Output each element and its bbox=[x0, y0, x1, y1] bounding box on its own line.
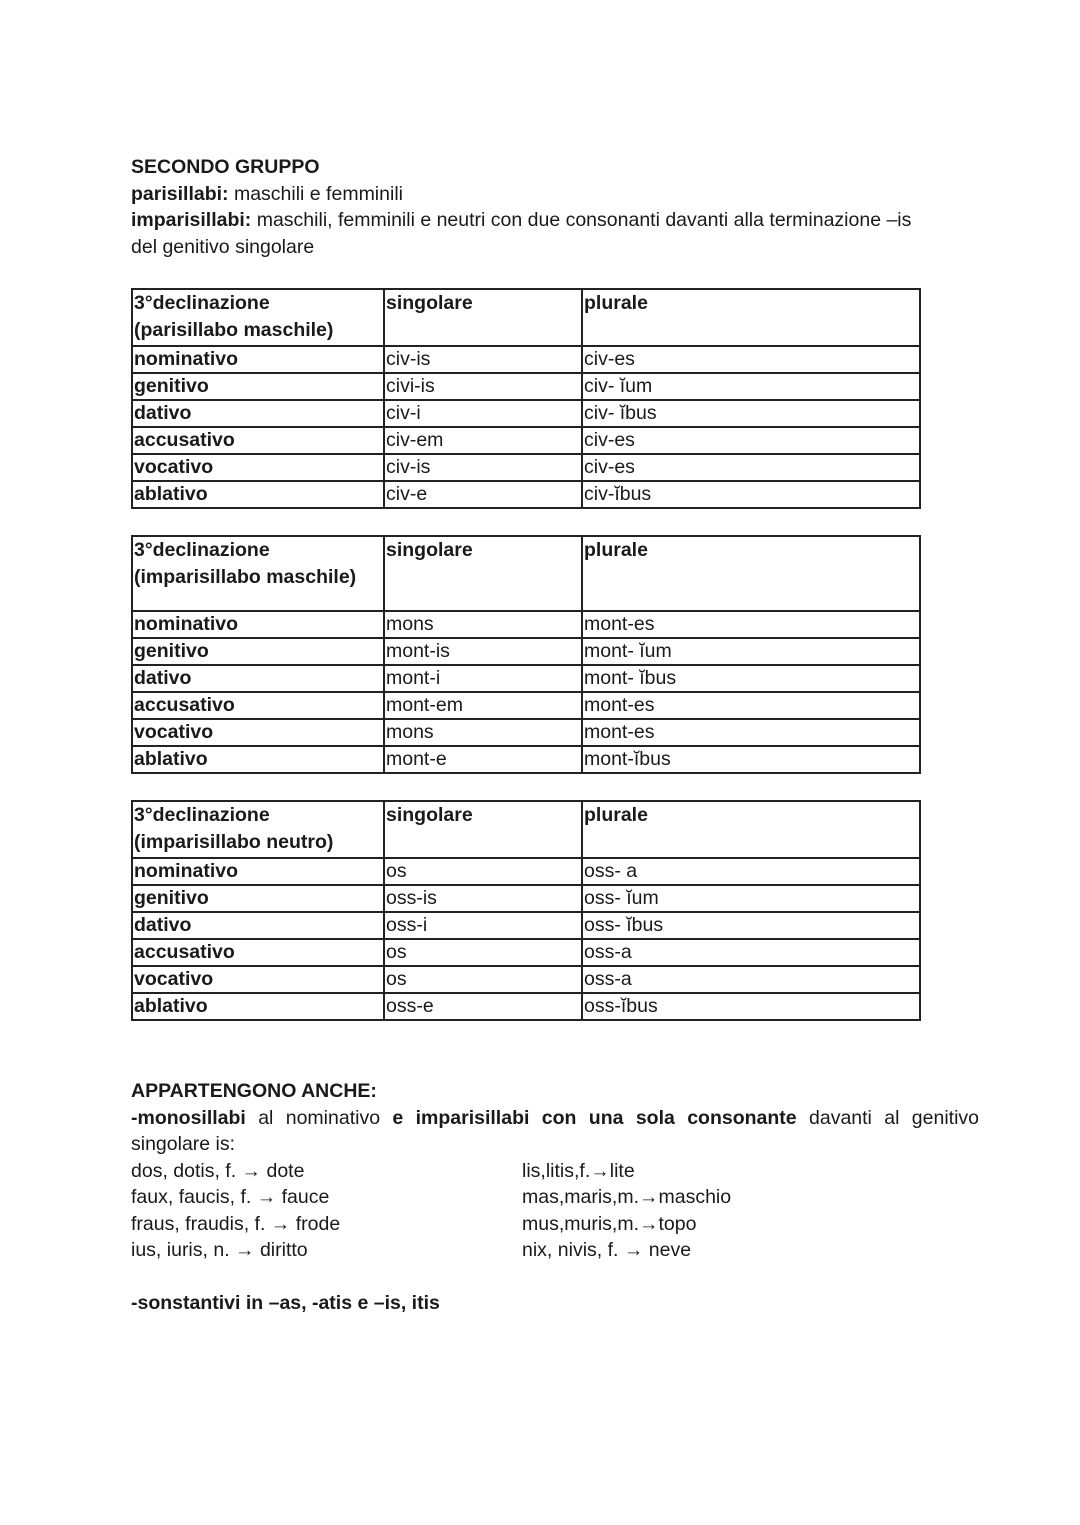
document-page bbox=[131, 154, 979, 1316]
case-name: accusativo bbox=[132, 427, 384, 454]
paragraph-text-2: davanti al genitivo bbox=[796, 1106, 979, 1129]
table-row bbox=[132, 746, 920, 773]
singular-form: civ-em bbox=[384, 427, 582, 454]
case-name: vocativo bbox=[132, 966, 384, 993]
appartengono-section bbox=[131, 1078, 979, 1316]
imparisillabi-term: e imparisillabi con una sola consonante bbox=[392, 1106, 797, 1129]
singular-form: mons bbox=[384, 611, 582, 638]
table-row bbox=[132, 885, 920, 912]
table-header-row bbox=[132, 536, 920, 611]
parisillabi-label: parisillabi: bbox=[131, 182, 229, 205]
imparisillabi-label: imparisillabi: bbox=[131, 209, 252, 231]
paragraph-text-1: al nominativo bbox=[245, 1106, 393, 1129]
examples-left-column bbox=[131, 1158, 522, 1264]
table-title-line-2: (imparisillabo maschile) bbox=[134, 565, 357, 588]
case-name: dativo bbox=[132, 400, 384, 427]
plural-form: mont-es bbox=[582, 611, 920, 638]
singular-form: oss-i bbox=[384, 912, 582, 939]
case-name: ablativo bbox=[132, 481, 384, 508]
singular-form: civ-e bbox=[384, 481, 582, 508]
table-row bbox=[132, 400, 920, 427]
singular-form: oss-is bbox=[384, 885, 582, 912]
singular-form: civ-is bbox=[384, 454, 582, 481]
table-header-row bbox=[132, 801, 920, 858]
case-name: genitivo bbox=[132, 638, 384, 665]
case-name: nominativo bbox=[132, 858, 384, 885]
table-title-line-2: (parisillabo maschile) bbox=[134, 318, 334, 341]
plural-form: oss-ĭbus bbox=[582, 993, 920, 1020]
singular-form: mont-is bbox=[384, 638, 582, 665]
plural-form: mont-es bbox=[582, 692, 920, 719]
table-row bbox=[132, 454, 920, 481]
section-heading: SECONDO GRUPPO bbox=[131, 156, 320, 178]
plural-form: oss- ĭbus bbox=[582, 912, 920, 939]
table-row bbox=[132, 665, 920, 692]
plural-form: mont- ĭbus bbox=[582, 665, 920, 692]
declension-table-parisillabo-maschile bbox=[131, 288, 921, 509]
table-row bbox=[132, 373, 920, 400]
plural-form: civ-es bbox=[582, 427, 920, 454]
case-name: genitivo bbox=[132, 885, 384, 912]
plural-form: civ-es bbox=[582, 346, 920, 373]
examples-right-column bbox=[522, 1158, 913, 1264]
appartengono-paragraph-line-2: singolare is: bbox=[131, 1133, 236, 1155]
table-row bbox=[132, 993, 920, 1020]
case-name: vocativo bbox=[132, 454, 384, 481]
column-header-plurale: plurale bbox=[582, 536, 920, 611]
table-row bbox=[132, 692, 920, 719]
table-row bbox=[132, 638, 920, 665]
table-row bbox=[132, 481, 920, 508]
column-header-singolare: singolare bbox=[384, 289, 582, 346]
example-item: ius, iuris, n. → diritto bbox=[131, 1239, 308, 1261]
table-title-line-1: 3°declinazione bbox=[134, 539, 270, 561]
plural-form: mont-ĭbus bbox=[582, 746, 920, 773]
parisillabi-line bbox=[131, 181, 979, 208]
singular-form: mont-i bbox=[384, 665, 582, 692]
table-row bbox=[132, 427, 920, 454]
singular-form: mont-em bbox=[384, 692, 582, 719]
table-title-line-1: 3°declinazione bbox=[134, 292, 270, 314]
plural-form: mont- ĭum bbox=[582, 638, 920, 665]
example-item: faux, faucis, f. → fauce bbox=[131, 1186, 330, 1208]
column-header-plurale: plurale bbox=[582, 801, 920, 858]
singular-form: os bbox=[384, 966, 582, 993]
declension-table-imparisillabo-maschile bbox=[131, 535, 921, 774]
singular-form: mons bbox=[384, 719, 582, 746]
case-name: accusativo bbox=[132, 692, 384, 719]
singular-form: mont-e bbox=[384, 746, 582, 773]
example-item: mus,muris,m.→topo bbox=[522, 1212, 697, 1235]
table-row bbox=[132, 611, 920, 638]
table-row bbox=[132, 719, 920, 746]
plural-form: oss- ĭum bbox=[582, 885, 920, 912]
table-title-cell bbox=[132, 536, 384, 611]
case-name: vocativo bbox=[132, 719, 384, 746]
plural-form: civ-es bbox=[582, 454, 920, 481]
plural-form: oss-a bbox=[582, 966, 920, 993]
plural-form: oss- a bbox=[582, 858, 920, 885]
singular-form: os bbox=[384, 858, 582, 885]
table-title-cell bbox=[132, 289, 384, 346]
case-name: nominativo bbox=[132, 611, 384, 638]
imparisillabi-line-2: del genitivo singolare bbox=[131, 235, 315, 258]
column-header-plurale: plurale bbox=[582, 289, 920, 346]
plural-form: civ- ĭbus bbox=[582, 400, 920, 427]
table-title-cell bbox=[132, 801, 384, 858]
column-header-singolare: singolare bbox=[384, 536, 582, 611]
plural-form: civ-ĭbus bbox=[582, 481, 920, 508]
singular-form: oss-e bbox=[384, 993, 582, 1020]
examples-columns bbox=[131, 1158, 979, 1264]
case-name: nominativo bbox=[132, 346, 384, 373]
table-header-row bbox=[132, 289, 920, 346]
appartengono-heading: APPARTENGONO ANCHE: bbox=[131, 1080, 377, 1102]
singular-form: civi-is bbox=[384, 373, 582, 400]
column-header-singolare: singolare bbox=[384, 801, 582, 858]
case-name: ablativo bbox=[132, 746, 384, 773]
plural-form: mont-es bbox=[582, 719, 920, 746]
plural-form: oss-a bbox=[582, 939, 920, 966]
table-row bbox=[132, 346, 920, 373]
plural-form: civ- ĭum bbox=[582, 373, 920, 400]
singular-form: civ-i bbox=[384, 400, 582, 427]
appartengono-paragraph-line-1 bbox=[131, 1105, 979, 1132]
sostantivi-line: -sonstantivi in –as, -atis e –is, itis bbox=[131, 1291, 440, 1314]
table-row bbox=[132, 939, 920, 966]
case-name: dativo bbox=[132, 912, 384, 939]
example-item: lis,litis,f.→lite bbox=[522, 1159, 635, 1182]
case-name: accusativo bbox=[132, 939, 384, 966]
table-row bbox=[132, 912, 920, 939]
singular-form: os bbox=[384, 939, 582, 966]
example-item: fraus, fraudis, f. → frode bbox=[131, 1212, 341, 1235]
case-name: genitivo bbox=[132, 373, 384, 400]
case-name: dativo bbox=[132, 665, 384, 692]
example-item: nix, nivis, f. → neve bbox=[522, 1239, 692, 1261]
table-title-line-2: (imparisillabo neutro) bbox=[134, 830, 334, 853]
declension-table-imparisillabo-neutro bbox=[131, 800, 921, 1021]
table-row bbox=[132, 966, 920, 993]
example-item: mas,maris,m.→maschio bbox=[522, 1186, 732, 1208]
example-item: dos, dotis, f. → dote bbox=[131, 1159, 305, 1182]
imparisillabi-text: maschili, femminili e neutri con due consonanti davanti alla terminazione –is bbox=[251, 209, 912, 231]
imparisillabi-line bbox=[131, 207, 979, 234]
table-row bbox=[132, 858, 920, 885]
parisillabi-text: maschili e femminili bbox=[228, 182, 403, 205]
monosillabi-term: -monosillabi bbox=[131, 1106, 246, 1129]
singular-form: civ-is bbox=[384, 346, 582, 373]
table-title-line-1: 3°declinazione bbox=[134, 804, 270, 826]
case-name: ablativo bbox=[132, 993, 384, 1020]
